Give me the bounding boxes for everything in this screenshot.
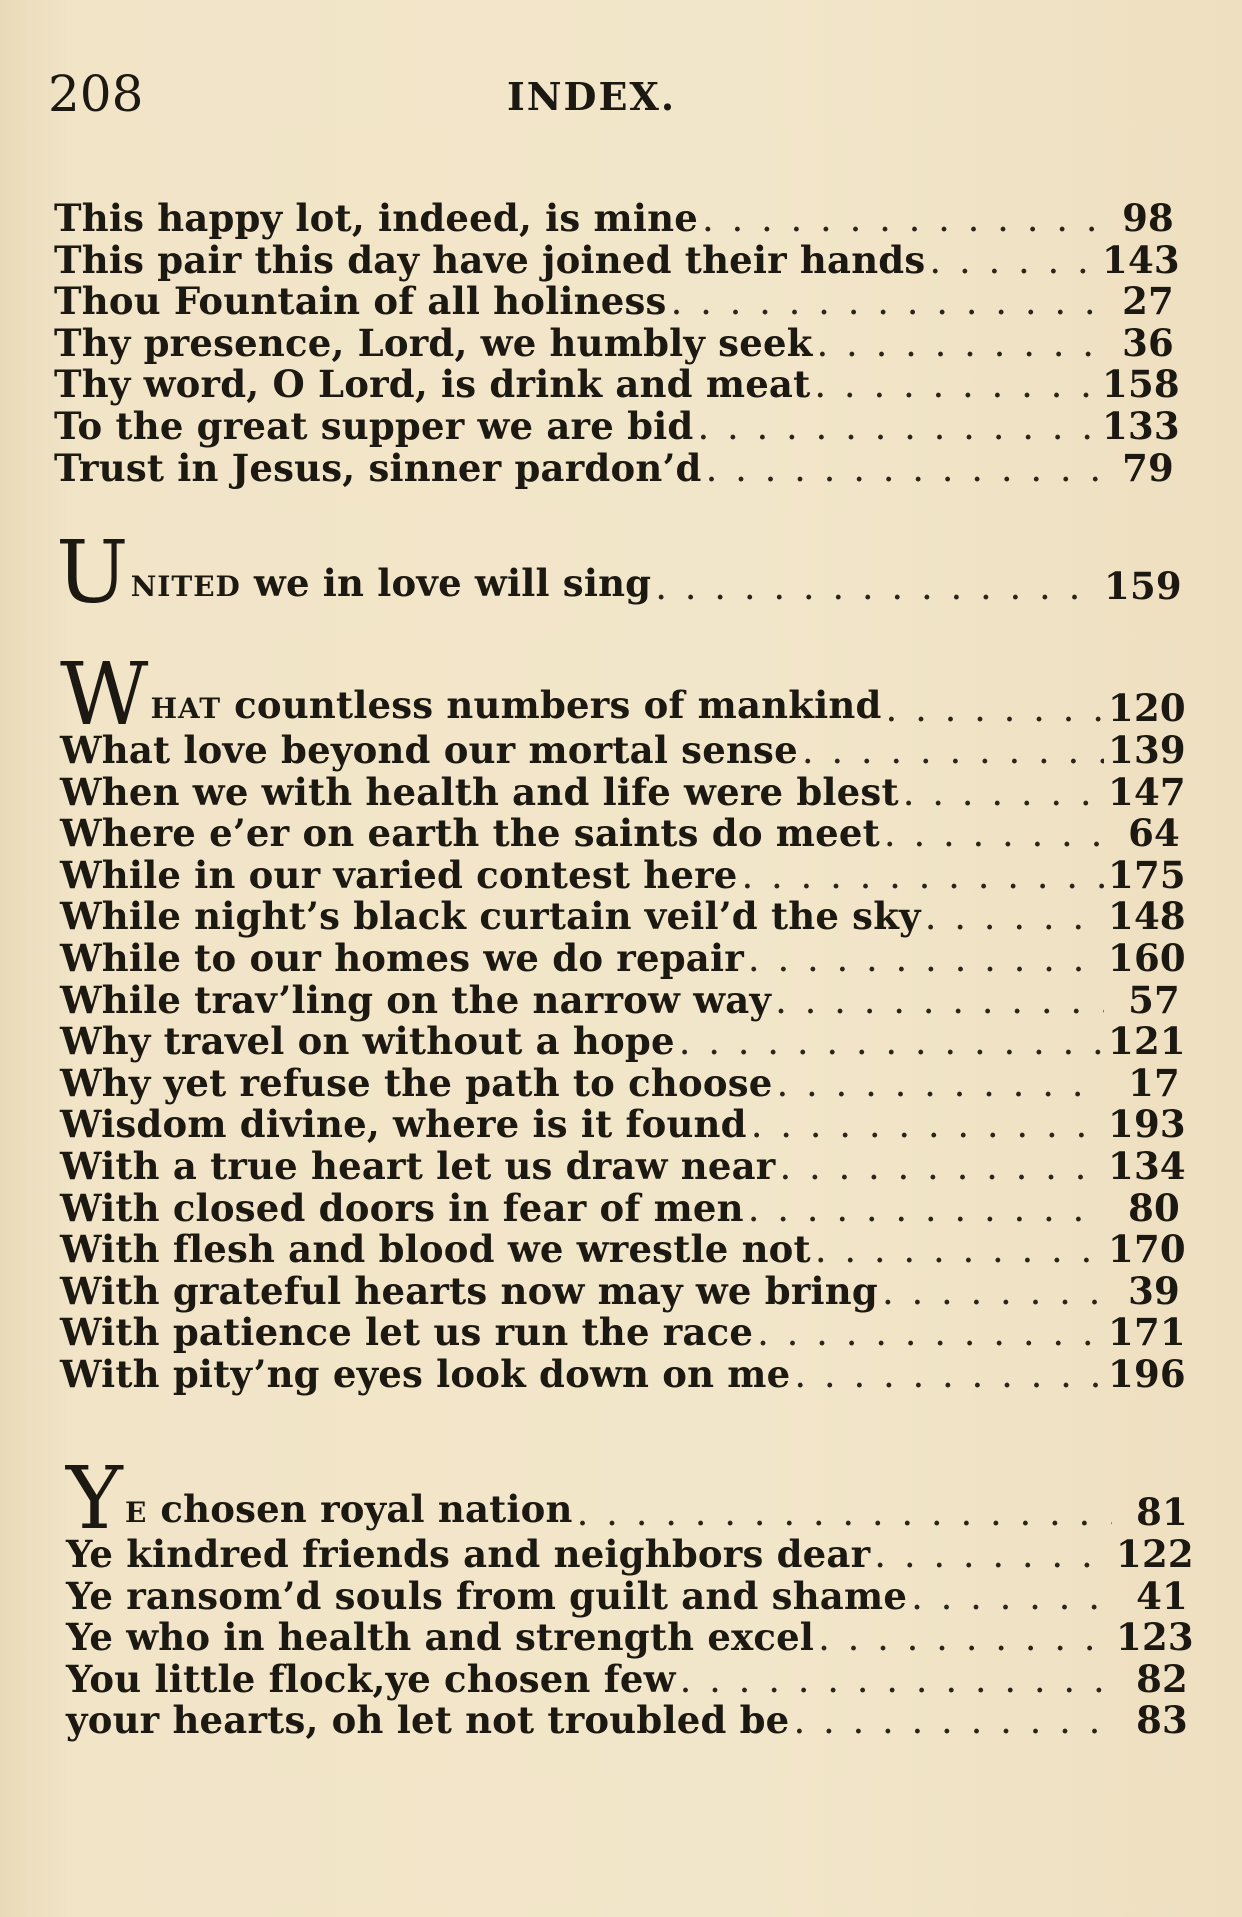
index-entry — [60, 1060, 1180, 1105]
dot-leader — [680, 1659, 1112, 1701]
entry-title: Thou Fountain of all holiness — [54, 279, 667, 324]
index-entry — [60, 769, 1186, 814]
entry-page: 160 — [1108, 935, 1186, 980]
dot-leader — [814, 364, 1098, 406]
dot-leader — [775, 980, 1104, 1022]
entry-title: Thy word, O Lord, is drink and meat — [54, 362, 811, 407]
index-entry — [60, 1227, 1186, 1272]
entry-title-rest: countless numbers of mankind — [221, 683, 882, 728]
entry-title: your hearts, oh let not troubled be — [66, 1698, 790, 1743]
entry-page: 98 — [1122, 196, 1174, 240]
entry-title: With flesh and blood we wrestle not — [60, 1227, 811, 1272]
entry-title: You little flock,ye chosen few — [66, 1656, 676, 1701]
section-u — [0, 523, 1242, 624]
entry-title: Wisdom divine, where is it found — [60, 1102, 747, 1147]
dot-leader — [815, 1229, 1104, 1271]
index-entry — [54, 320, 1174, 365]
entry-page: 159 — [1104, 564, 1182, 609]
entry-page: 170 — [1108, 1227, 1186, 1272]
index-entry — [60, 1351, 1186, 1396]
dot-leader — [697, 406, 1098, 448]
index-entry — [54, 403, 1180, 448]
dot-leader — [748, 938, 1104, 980]
entry-title: With a true heart let us draw near — [60, 1143, 776, 1188]
entry-page: 64 — [1128, 811, 1180, 856]
entry-title: Ye kindred friends and neighbors dear — [66, 1532, 871, 1576]
entry-title: Ye ransom’d souls from guilt and shame — [66, 1573, 908, 1618]
entry-title: With pity’ng eyes look down on me — [60, 1351, 791, 1396]
entry-title: When we with health and life were blest — [60, 769, 899, 814]
entry-title: While trav’ling on the narrow way — [60, 977, 772, 1022]
dot-leader — [802, 730, 1104, 772]
entry-page: 83 — [1136, 1698, 1188, 1743]
entry-page: 134 — [1108, 1143, 1186, 1188]
entry-page: 82 — [1136, 1656, 1188, 1701]
index-entry — [54, 198, 1174, 240]
entry-page: 41 — [1136, 1573, 1188, 1618]
dot-leader — [577, 1492, 1112, 1534]
entry-page: 17 — [1128, 1060, 1180, 1105]
entry-title: Why travel on without a hope — [60, 1019, 675, 1064]
dot-leader — [757, 1312, 1104, 1354]
entry-title: This pair this day have joined their hands — [54, 237, 926, 282]
index-entry — [60, 1019, 1186, 1064]
index-entry — [54, 281, 1174, 323]
index-entry — [60, 977, 1180, 1022]
index-entry — [54, 362, 1180, 407]
page-header — [0, 62, 1242, 132]
entry-title: What love beyond our mortal sense — [60, 728, 798, 772]
entry-page: 193 — [1108, 1102, 1186, 1147]
entry-title: Ye who in health and strength excel — [66, 1615, 815, 1660]
entry-title: To the great supper we are bid — [54, 403, 694, 448]
index-entry — [54, 445, 1174, 490]
section-w — [0, 645, 1242, 1396]
entry-page: 147 — [1108, 769, 1186, 814]
index-entry — [60, 1185, 1180, 1230]
dot-leader — [779, 1146, 1104, 1188]
dot-leader — [925, 896, 1104, 938]
section-t — [0, 198, 1242, 489]
entry-page: 148 — [1108, 894, 1186, 939]
index-entry — [66, 1656, 1188, 1701]
entry-page: 121 — [1108, 1019, 1186, 1064]
entry-page: 133 — [1102, 403, 1180, 448]
dot-leader — [671, 281, 1098, 323]
index-entry — [60, 1102, 1186, 1147]
index-entry — [60, 1143, 1186, 1188]
index-entry — [66, 1700, 1188, 1742]
index-entry-lead — [66, 1449, 1188, 1550]
dot-leader — [882, 1271, 1104, 1313]
small-caps: NITED — [130, 570, 241, 604]
entry-title: With patience let us run the race — [60, 1310, 754, 1355]
entry-title: This happy lot, indeed, is mine — [54, 196, 698, 240]
entry-page: 122 — [1116, 1532, 1194, 1576]
entry-title: Why yet refuse the path to choose — [60, 1060, 773, 1105]
dot-leader — [874, 1534, 1112, 1576]
dot-leader — [929, 240, 1098, 282]
dot-leader — [886, 688, 1104, 730]
drop-cap: W — [60, 645, 149, 746]
entry-page: 158 — [1102, 362, 1180, 407]
running-head: INDEX. — [507, 74, 677, 119]
entry-page: 80 — [1128, 1185, 1180, 1230]
entry-page: 123 — [1116, 1615, 1194, 1660]
index-entry-lead — [56, 523, 1182, 624]
drop-cap: U — [56, 523, 129, 624]
section-y — [0, 1449, 1242, 1743]
entry-title — [60, 645, 882, 746]
dot-leader — [911, 1576, 1112, 1618]
entry-title — [56, 523, 652, 624]
small-caps: E — [124, 1496, 148, 1530]
index-entry — [66, 1532, 1194, 1576]
entry-title: While to our homes we do repair — [60, 935, 744, 980]
dot-leader — [777, 1063, 1105, 1105]
dot-leader — [794, 1354, 1104, 1396]
entry-page: 196 — [1108, 1351, 1186, 1396]
index-entry — [60, 894, 1186, 939]
dot-leader — [742, 855, 1104, 897]
entry-page: 81 — [1136, 1490, 1188, 1535]
small-caps: HAT — [150, 692, 222, 726]
entry-title: Trust in Jesus, sinner pardon’d — [54, 445, 702, 490]
entry-page: 120 — [1108, 686, 1186, 731]
index-entry — [60, 1268, 1180, 1313]
dot-leader — [793, 1700, 1112, 1742]
entry-page: 171 — [1108, 1310, 1186, 1355]
dot-leader — [817, 323, 1098, 365]
page-number: 208 — [48, 65, 144, 123]
index-entry — [66, 1615, 1194, 1660]
entry-page: 79 — [1122, 445, 1174, 490]
entry-title: With closed doors in fear of men — [60, 1185, 744, 1230]
entry-title: While night’s black curtain veil’d the sky — [60, 894, 921, 939]
entry-title-rest: we in love will sing — [240, 561, 652, 606]
index-entry — [66, 1573, 1188, 1618]
dot-leader — [706, 448, 1098, 490]
entry-title-rest: chosen royal nation — [147, 1487, 573, 1532]
dot-leader — [679, 1021, 1104, 1063]
entry-title: With grateful hearts now may we bring — [60, 1268, 878, 1313]
entry-page: 57 — [1128, 977, 1180, 1022]
dot-leader — [751, 1104, 1104, 1146]
index-entry — [60, 1310, 1186, 1355]
dot-leader — [903, 772, 1104, 814]
entry-title: Thy presence, Lord, we humbly seek — [54, 320, 813, 365]
entry-page: 143 — [1102, 237, 1180, 282]
entry-title — [66, 1449, 573, 1550]
dot-leader — [655, 566, 1100, 608]
drop-cap: Y — [66, 1449, 123, 1550]
entry-title: Where e’er on earth the saints do meet — [60, 811, 880, 856]
entry-title: While in our varied contest here — [60, 852, 738, 897]
dot-leader — [818, 1617, 1112, 1659]
dot-leader — [702, 198, 1098, 240]
dot-leader — [748, 1188, 1104, 1230]
entry-page: 27 — [1122, 279, 1174, 324]
entry-page: 175 — [1108, 852, 1186, 897]
index-entry — [60, 813, 1180, 855]
index-entry — [60, 728, 1186, 772]
entry-page: 36 — [1122, 320, 1174, 365]
index-entry — [60, 852, 1186, 897]
dot-leader — [884, 813, 1104, 855]
index-entry-lead — [60, 645, 1186, 746]
index-entry — [54, 237, 1180, 282]
index-entry — [60, 935, 1186, 980]
entry-page: 39 — [1128, 1268, 1180, 1313]
entry-page: 139 — [1108, 728, 1186, 772]
